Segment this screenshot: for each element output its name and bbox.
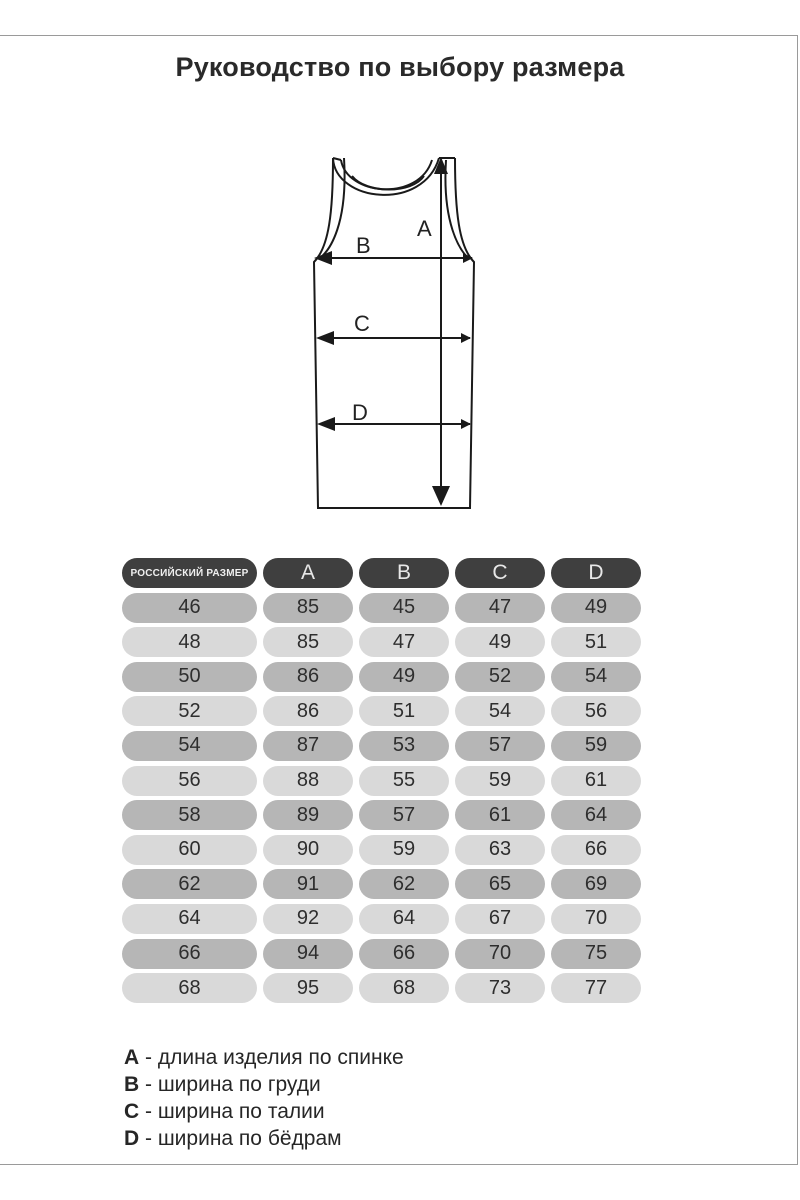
legend-text: - ширина по бёдрам	[139, 1127, 342, 1150]
legend	[124, 1044, 404, 1152]
table-row	[122, 731, 646, 761]
legend-key: D	[124, 1127, 140, 1150]
page-title: Руководство по выбору размера	[175, 52, 625, 82]
cell-c: 73	[455, 973, 545, 1003]
label-d: D	[352, 400, 368, 425]
cell-d: 59	[551, 731, 641, 761]
label-c: C	[354, 311, 370, 336]
header-russian-size: РОССИЙСКИЙ РАЗМЕР	[122, 558, 257, 588]
size-table-body	[122, 593, 646, 1004]
cell-russian-size: 56	[122, 766, 257, 796]
cell-a: 92	[263, 904, 353, 934]
cell-d: 56	[551, 696, 641, 726]
cell-russian-size: 64	[122, 904, 257, 934]
cell-russian-size: 52	[122, 696, 257, 726]
cell-c: 70	[455, 939, 545, 969]
table-row	[122, 904, 646, 934]
cell-russian-size: 62	[122, 869, 257, 899]
cell-a: 94	[263, 939, 353, 969]
size-table-header	[122, 558, 646, 588]
legend-key: A	[124, 1046, 140, 1069]
cell-russian-size: 58	[122, 800, 257, 830]
cell-a: 91	[263, 869, 353, 899]
header-a: A	[263, 558, 353, 588]
cell-a: 86	[263, 662, 353, 692]
cell-russian-size: 50	[122, 662, 257, 692]
cell-b: 45	[359, 593, 449, 623]
cell-russian-size: 66	[122, 939, 257, 969]
legend-text: - ширина по груди	[139, 1073, 321, 1096]
size-table	[122, 558, 646, 1008]
table-row	[122, 869, 646, 899]
measure-c-arrow-left	[316, 331, 334, 345]
legend-item-a	[124, 1044, 404, 1071]
cell-c: 67	[455, 904, 545, 934]
cell-c: 65	[455, 869, 545, 899]
cell-b: 53	[359, 731, 449, 761]
legend-key: B	[124, 1073, 140, 1096]
cell-russian-size: 46	[122, 593, 257, 623]
cell-russian-size: 48	[122, 627, 257, 657]
header-b: B	[359, 558, 449, 588]
cell-d: 75	[551, 939, 641, 969]
cell-b: 51	[359, 696, 449, 726]
cell-c: 52	[455, 662, 545, 692]
legend-key: C	[124, 1100, 140, 1123]
cell-c: 57	[455, 731, 545, 761]
measure-b-arrow-left	[314, 251, 332, 265]
cell-a: 85	[263, 593, 353, 623]
table-row	[122, 835, 646, 865]
cell-c: 59	[455, 766, 545, 796]
tank-top-outline	[314, 158, 474, 508]
label-a: A	[417, 216, 432, 241]
cell-d: 51	[551, 627, 641, 657]
cell-a: 90	[263, 835, 353, 865]
cell-russian-size: 54	[122, 731, 257, 761]
legend-item-b	[124, 1071, 404, 1098]
cell-c: 61	[455, 800, 545, 830]
cell-russian-size: 68	[122, 973, 257, 1003]
cell-russian-size: 60	[122, 835, 257, 865]
cell-b: 49	[359, 662, 449, 692]
table-row	[122, 973, 646, 1003]
label-b: B	[356, 233, 371, 258]
cell-d: 61	[551, 766, 641, 796]
cell-a: 95	[263, 973, 353, 1003]
cell-d: 77	[551, 973, 641, 1003]
measure-a-arrow-bottom	[432, 486, 450, 506]
cell-b: 59	[359, 835, 449, 865]
tank-top-diagram	[0, 0, 800, 540]
legend-item-c	[124, 1098, 404, 1125]
cell-b: 57	[359, 800, 449, 830]
cell-d: 66	[551, 835, 641, 865]
cell-c: 49	[455, 627, 545, 657]
cell-c: 54	[455, 696, 545, 726]
cell-d: 49	[551, 593, 641, 623]
table-row	[122, 939, 646, 969]
table-row	[122, 766, 646, 796]
header-c: C	[455, 558, 545, 588]
cell-b: 47	[359, 627, 449, 657]
cell-a: 87	[263, 731, 353, 761]
table-row	[122, 696, 646, 726]
cell-b: 55	[359, 766, 449, 796]
cell-a: 85	[263, 627, 353, 657]
cell-b: 66	[359, 939, 449, 969]
table-row	[122, 800, 646, 830]
cell-a: 86	[263, 696, 353, 726]
cell-a: 88	[263, 766, 353, 796]
legend-text: - длина изделия по спинке	[139, 1046, 404, 1069]
table-row	[122, 627, 646, 657]
legend-item-d	[124, 1125, 404, 1152]
cell-a: 89	[263, 800, 353, 830]
table-row	[122, 662, 646, 692]
cell-b: 68	[359, 973, 449, 1003]
cell-b: 64	[359, 904, 449, 934]
cell-c: 47	[455, 593, 545, 623]
cell-d: 64	[551, 800, 641, 830]
cell-d: 69	[551, 869, 641, 899]
table-row	[122, 593, 646, 623]
cell-c: 63	[455, 835, 545, 865]
cell-b: 62	[359, 869, 449, 899]
legend-text: - ширина по талии	[139, 1100, 325, 1123]
cell-d: 54	[551, 662, 641, 692]
measure-d-arrow-left	[317, 417, 335, 431]
header-d: D	[551, 558, 641, 588]
cell-d: 70	[551, 904, 641, 934]
